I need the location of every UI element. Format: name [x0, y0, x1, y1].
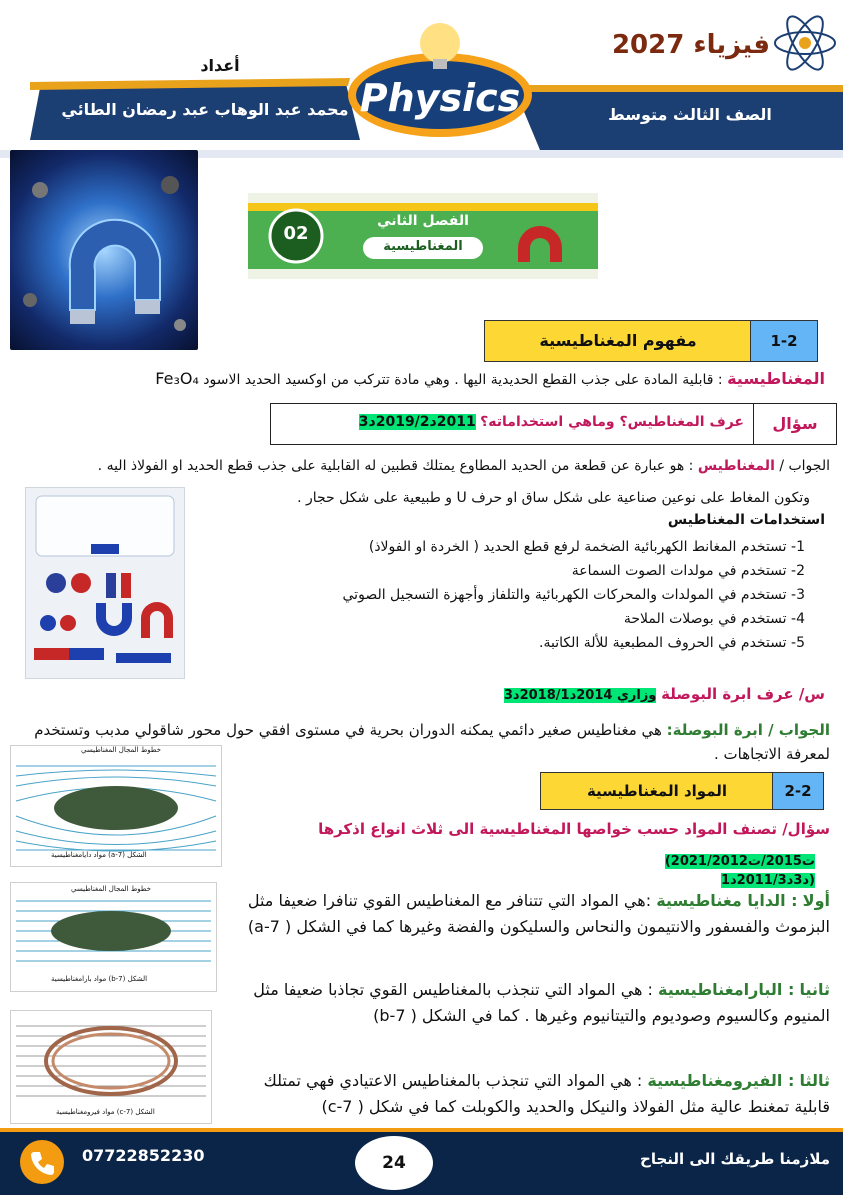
- author-label: أعداد: [200, 56, 240, 75]
- figure-ferromagnetic: [10, 1010, 212, 1124]
- subject-year: فيزياء 2027: [611, 30, 770, 60]
- compass-question-text: س/ عرف ابرة البوصلة: [661, 685, 825, 703]
- answer-text: : هو عبارة عن قطعة من الحديد المطاوع يمتلك قطبين له القابلية على جذب قطع الحديد او الفولاذ اليه .: [97, 458, 698, 474]
- question-label: سؤال: [772, 414, 818, 433]
- compass-question: [490, 685, 825, 703]
- fig-b-top-label: خطوط المجال المغناطيسي: [71, 885, 151, 893]
- section1-number: 1-2: [750, 320, 818, 362]
- fig-b-caption: الشكل (b-7) مواد بارامغناطيسية: [51, 975, 148, 983]
- material-type-2: ثانيا : البارامغناطيسية : هي المواد التي تنجذب بالمغناطيس القوي تجاذبا ضعيفا مثل المنيوم وكالسيوم وصوديوم والتيتانيوم وغيرها . كما في الشكل ( 7-b): [253, 980, 830, 1025]
- phone-number: 07722852230: [82, 1146, 205, 1165]
- section2-years-line: [600, 850, 815, 888]
- section2-question-text: سؤال/ تصنف المواد حسب خواصها المغناطيسية الى ثلاث انواع اذكرها: [318, 820, 830, 838]
- question-box: [270, 403, 837, 445]
- section2-title: المواد المغناطيسية: [586, 782, 728, 800]
- material-type-1: أولا : الدايا مغناطيسية :هي المواد التي تتنافر مع المغناطيس القوي تنافرا ضعيفا مثل البزموث والفسفور والانتيمون والنحاس والسليكون والفضة وغيرها كما في الشكل ( 7-a): [247, 891, 830, 936]
- grade-label: الصف الثالث متوسط: [608, 105, 772, 124]
- uses-item: 3- تستخدم في المولدات والمحركات الكهربائية والتلفاز وأجهزة التسجيل الصوتي: [342, 587, 805, 603]
- item2-label: ثانيا: [799, 980, 830, 999]
- figure-paramagnetic: [10, 882, 217, 992]
- uses-item: 4- تستخدم في بوصلات الملاحة: [623, 611, 805, 627]
- compass-question-years: وزاري 2014د2018/1د3: [503, 688, 657, 703]
- section2-number: 2-2: [772, 772, 824, 810]
- section1-title: مفهوم المغناطيسية: [539, 331, 697, 350]
- physics-logo: [345, 15, 535, 140]
- fig-c-caption: الشكل (c-7) مواد فيرومغناطيسية: [56, 1108, 155, 1116]
- item1-text: :هي المواد التي تتنافر مع المغناطيس القوي تنافرا ضعيفا مثل البزموث والفسفور والانتيمون والنحاس والسليكون والفضة وغيرها كما في الشكل ( 7-a): [247, 891, 830, 936]
- question-text: عرف المغناطيس؟ وماهي استخداماته؟: [480, 414, 744, 430]
- uses-item: 1- تستخدم المغانط الكهربائية الضخمة لرفع قطع الحديد ( الخردة او الفولاذ): [368, 539, 805, 555]
- uses-list: [250, 535, 805, 655]
- item2-term: البارامغناطيسية: [658, 980, 783, 999]
- magnetism-definition: [100, 369, 825, 390]
- compass-answer-text: هي مغناطيس صغير دائمي يمكنه الدوران بحرية في مستوى افقي حول محور شاقولي مدبب وتستخدم لمعرفة الاتجاهات .: [34, 721, 830, 763]
- logo-text: Physics: [359, 76, 521, 120]
- fig-a-caption: الشكل (a-7) مواد دايامغناطيسية: [51, 851, 147, 859]
- footer: [0, 1132, 843, 1195]
- item2-text: : هي المواد التي تنجذب بالمغناطيس القوي تجاذبا ضعيفا مثل المنيوم وكالسيوم وصوديوم والتيتانيوم وغيرها . كما في الشكل ( 7-b): [253, 980, 830, 1025]
- uses-item: 5- تستخدم في الحروف المطبعية للألة الكاتبة.: [539, 635, 805, 651]
- chapter-label: الفصل الثاني: [377, 213, 469, 229]
- figure-diamagnetic: [10, 745, 222, 867]
- compass-answer-term: الجواب / ابرة البوصلة:: [666, 721, 830, 739]
- answer-prefix: الجواب /: [774, 458, 830, 474]
- chapter-title: المغناطيسية: [383, 239, 463, 254]
- fig-a-top-label: خطوط المجال المغناطيسي: [81, 746, 161, 754]
- magnet-photo: [10, 150, 198, 350]
- atom-icon: [770, 8, 840, 78]
- section2-title-box: [540, 772, 774, 810]
- uses-title: استخدامات المغناطيس: [667, 512, 825, 528]
- phone-icon: [20, 1140, 64, 1184]
- item3-label: ثالثا: [799, 1071, 830, 1090]
- section1-title-box: [484, 320, 752, 362]
- question-text-line: [354, 414, 744, 430]
- material-type-3: ثالثا : الفيرومغناطيسية : هي المواد التي تنجذب بالمغناطيس الاعتيادي فهي تمتلك قابلية تمغنط عالية مثل الفولاذ والنيكل والحديد والكوبلت كما في شكل ( 7-c): [263, 1071, 830, 1116]
- magnet-forms: وتكون المغاط على نوعين صناعية على شكل ساق او حرف U و طبيعية على شكل حجار .: [297, 490, 810, 506]
- item1-label: أولا: [802, 891, 830, 910]
- def-text: : قابلية المادة على جذب القطع الحديدية اليها . وهي مادة تتركب من اوكسيد الحديد الاسود: [198, 372, 728, 388]
- item3-term: الفيرومغناطيسية: [647, 1071, 783, 1090]
- magnet-kit-photo: [25, 487, 185, 679]
- author-name: محمد عبد الوهاب عبد رمضان الطائي: [61, 100, 349, 119]
- answer-magnet: [10, 456, 830, 476]
- formula: Fe₃O₄: [155, 369, 199, 388]
- chapter-banner: [248, 193, 598, 279]
- chapter-number: 02: [283, 223, 309, 244]
- question-years: 2011د2019/2د3: [358, 414, 476, 430]
- page-number: 24: [355, 1136, 433, 1190]
- item1-term: الدايا مغناطيسية: [656, 891, 786, 910]
- uses-item: 2- تستخدم في مولدات الصوت السماعة: [571, 563, 805, 579]
- section2-question: [240, 820, 830, 838]
- section2-years: (2021ت2015/ت2012/د3د2011/3د1): [664, 854, 815, 888]
- footer-slogan: ملازمنا طريقك الى النجاح: [640, 1150, 830, 1168]
- answer-term: المغناطيس: [697, 458, 775, 474]
- item3-text: : هي المواد التي تنجذب بالمغناطيس الاعتيادي فهي تمتلك قابلية تمغنط عالية مثل الفولاذ والنيكل والحديد والكوبلت كما في شكل ( 7-c): [263, 1071, 830, 1116]
- def-term: المغناطيسية: [727, 369, 825, 388]
